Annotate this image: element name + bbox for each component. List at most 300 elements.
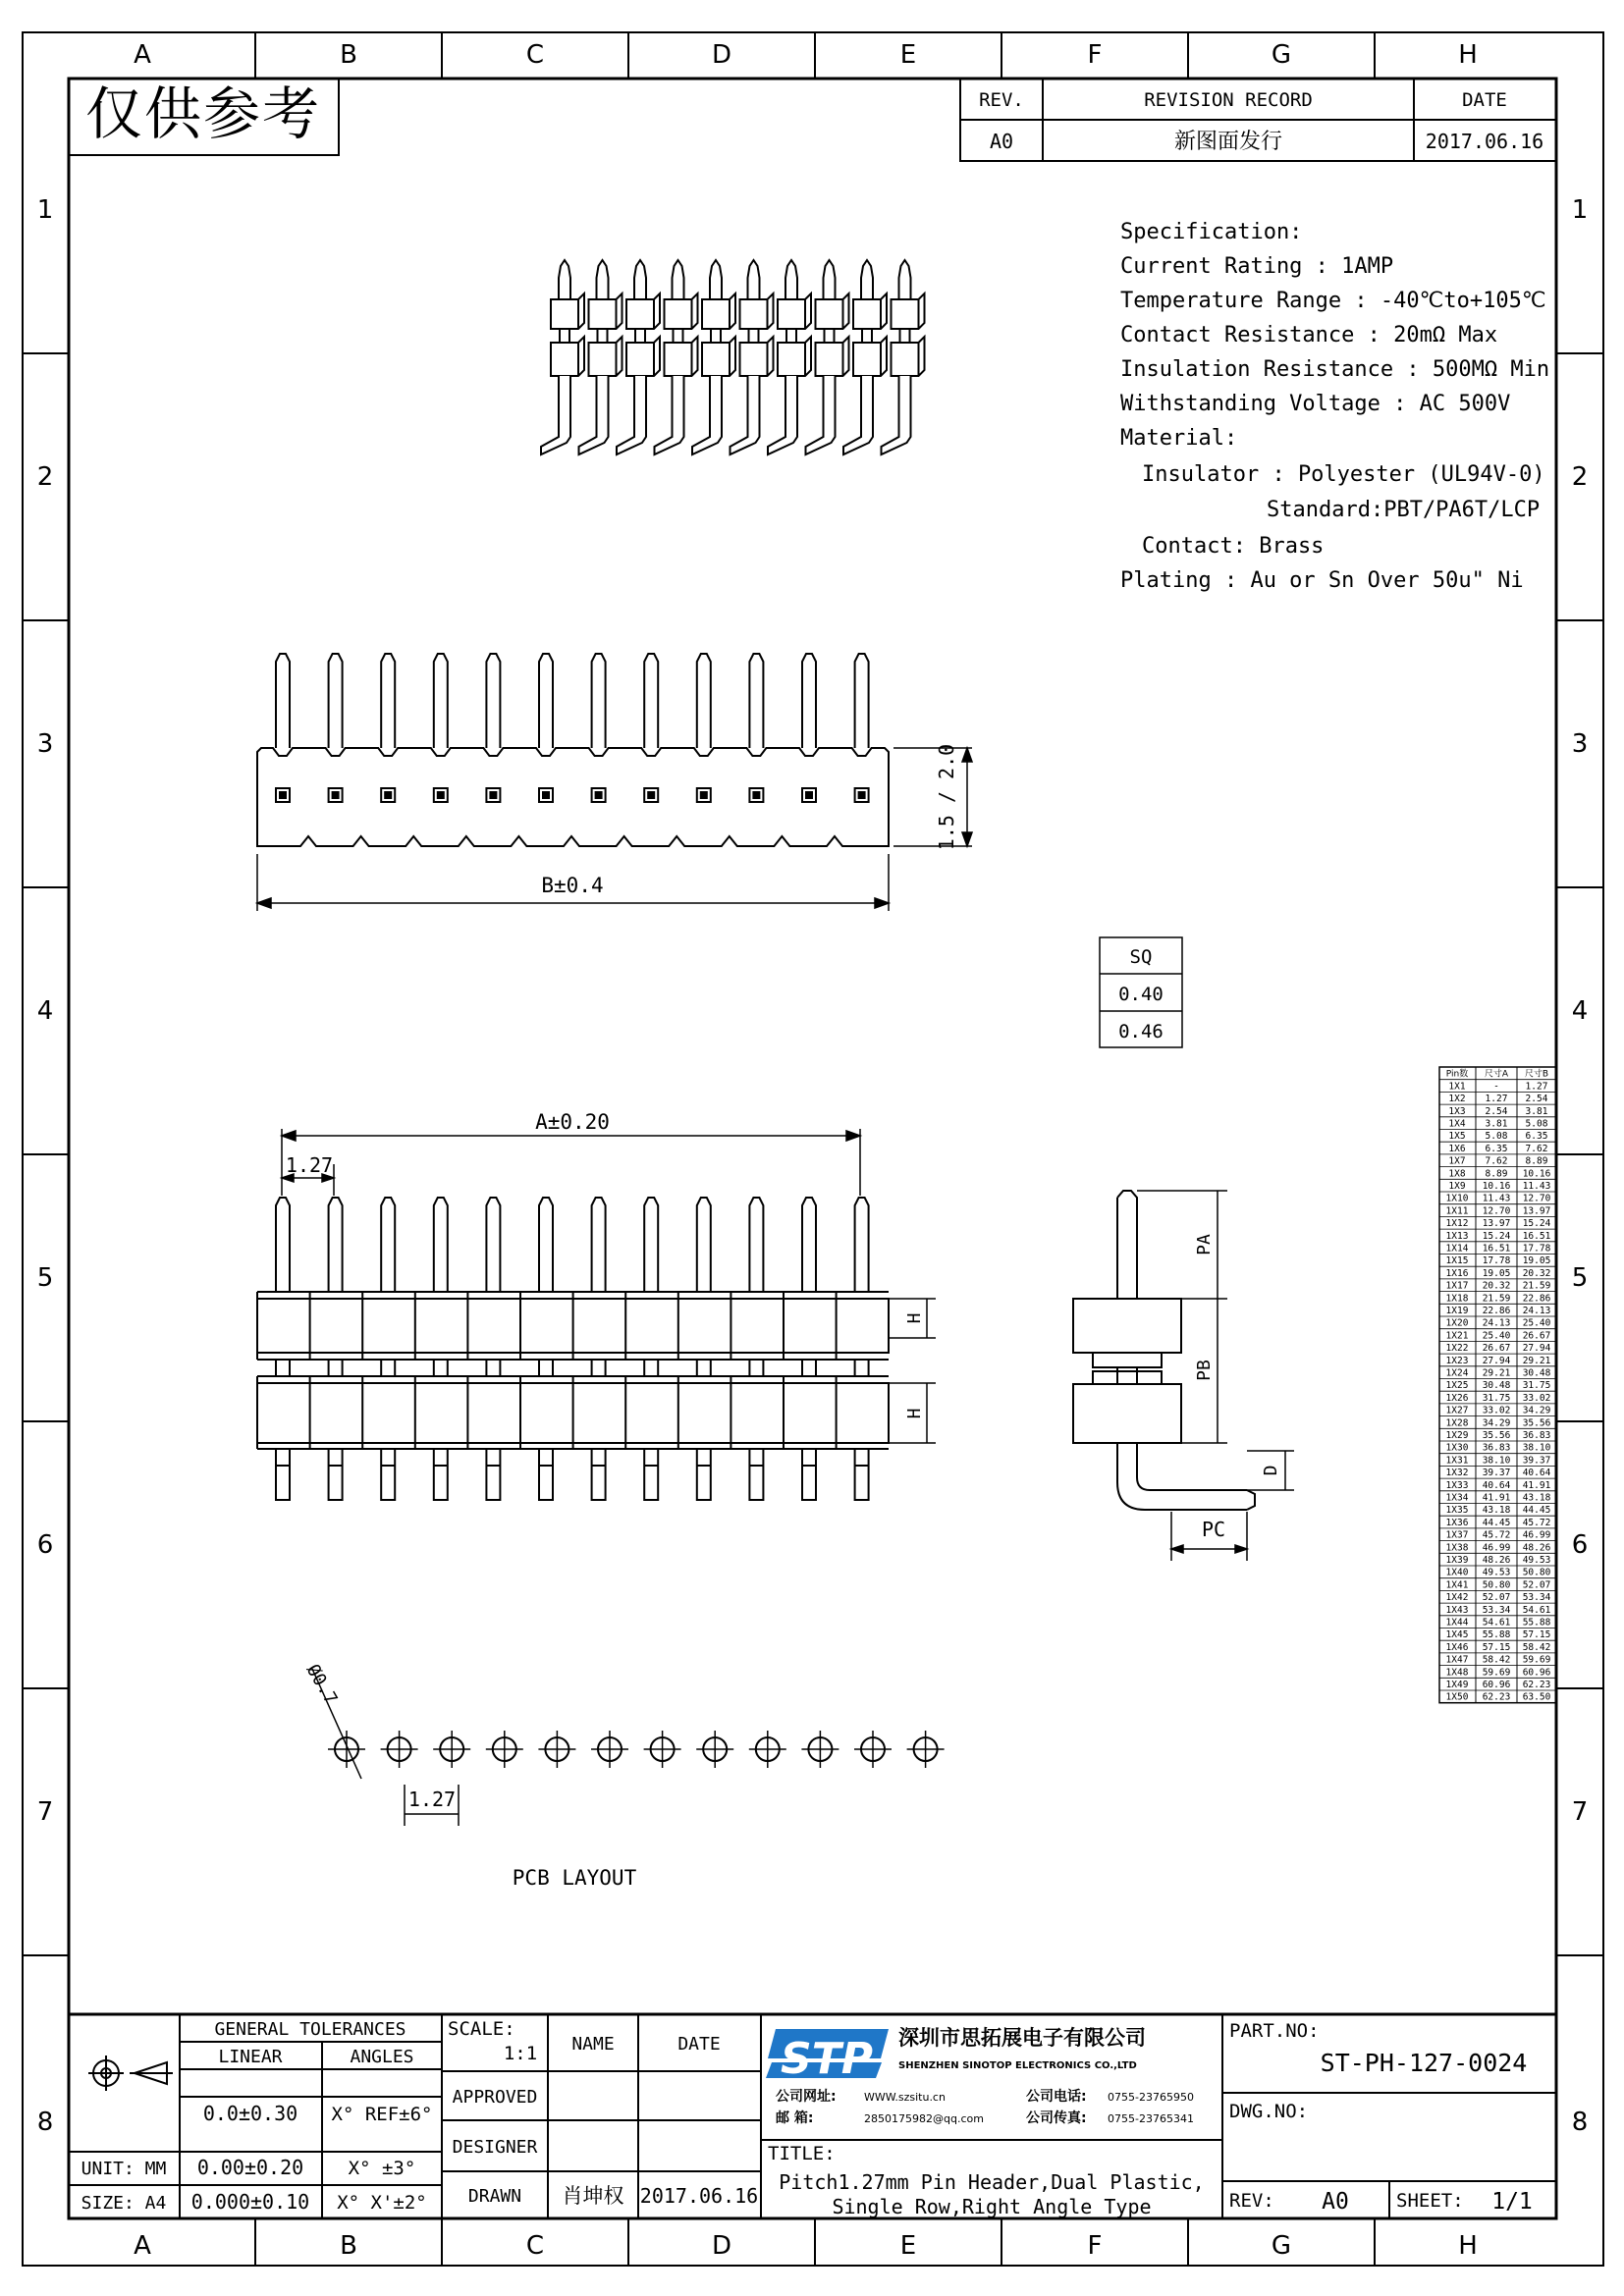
isometric-view [541, 260, 925, 454]
scale-label: SCALE: [448, 2018, 515, 2040]
pin-table-cell: 1X44 [1445, 1617, 1469, 1629]
pin-table-cell: 55.88 [1482, 1629, 1511, 1641]
iso-pin-tip [824, 260, 836, 299]
front-pin [855, 654, 869, 748]
spec-contact-resistance: Contact Resistance : 20mΩ Max [1120, 323, 1498, 347]
pin-table-cell: 1X43 [1445, 1604, 1469, 1616]
iso-pin-mid [560, 329, 569, 343]
pin-table-cell: 16.51 [1522, 1230, 1551, 1242]
fax-label: 公司传真: [1026, 2110, 1087, 2126]
pc-dimension: PC [1201, 1518, 1226, 1541]
sq-value-1: 0.40 [1118, 984, 1164, 1005]
pin-table-cell: 27.94 [1482, 1355, 1511, 1366]
spec-temperature: Temperature Range : -40℃to+105℃ [1120, 289, 1546, 313]
pin-table-cell: 3.81 [1525, 1105, 1548, 1117]
revision-record-header: REVISION RECORD [1144, 89, 1313, 111]
pin-table-cell: 46.99 [1522, 1529, 1551, 1541]
top-pin-tail [749, 1449, 763, 1500]
pin-table-cell: 20.32 [1482, 1280, 1511, 1292]
pin-table-header: 尺寸A [1484, 1069, 1509, 1080]
pin-table-cell: 44.45 [1522, 1505, 1551, 1517]
pin-table-cell: 7.62 [1525, 1143, 1548, 1154]
tel-value: 0755-23765950 [1108, 2091, 1194, 2104]
iso-pin-mid [900, 329, 910, 343]
top-pin [644, 1198, 658, 1292]
top-pin [539, 1198, 553, 1292]
pin-table-cell: 16.51 [1482, 1243, 1511, 1255]
pin-table-cell: 1X6 [1448, 1143, 1466, 1154]
pin-table-cell: 1X3 [1448, 1105, 1466, 1117]
frame-column-label: G [1271, 40, 1292, 70]
iso-bent-leg [768, 376, 797, 454]
general-tolerances-label: GENERAL TOLERANCES [214, 2019, 406, 2040]
pin-table-cell: 24.13 [1482, 1317, 1511, 1329]
pin-table-cell: 12.70 [1522, 1193, 1551, 1204]
pin-table-cell: 55.88 [1522, 1617, 1551, 1629]
top-pin-tail [329, 1449, 343, 1500]
sq-value-2: 0.46 [1118, 1021, 1164, 1042]
front-housing [257, 748, 889, 846]
iso-bent-leg [579, 376, 609, 454]
pin-table-cell: 57.15 [1482, 1641, 1511, 1653]
pin-table-cell: 25.40 [1522, 1317, 1551, 1329]
pin-table-cell: 21.59 [1482, 1293, 1511, 1305]
frame-column-label: H [1458, 40, 1478, 70]
top-pin [329, 1198, 343, 1292]
frame-row-label: 2 [36, 462, 54, 492]
frame-row-label: 3 [1571, 729, 1589, 759]
pin-table-cell: 5.08 [1525, 1118, 1548, 1130]
pin-table-cell: 2.54 [1525, 1094, 1548, 1105]
pin-table-cell: 1X31 [1445, 1455, 1469, 1467]
revision-date-value: 2017.06.16 [1425, 130, 1544, 153]
pin-table-cell: 30.48 [1522, 1367, 1551, 1379]
pin-table-cell: 1X13 [1445, 1230, 1469, 1242]
pin-table-cell: 8.89 [1485, 1168, 1508, 1180]
pin-table-cell: 43.18 [1522, 1492, 1551, 1504]
iso-pin-tip [559, 260, 570, 299]
iso-pin-mid [786, 329, 796, 343]
frame-column-label: H [1458, 2231, 1478, 2261]
front-pin [644, 654, 658, 748]
pin-table-cell: 35.56 [1482, 1430, 1511, 1441]
designer-label: DESIGNER [452, 2137, 538, 2158]
pin-table-cell: 27.94 [1522, 1343, 1551, 1355]
pin-table-cell: 8.89 [1525, 1155, 1548, 1167]
pin-table-cell: 1X33 [1445, 1479, 1469, 1491]
pin-table-cell: 1X4 [1448, 1118, 1466, 1130]
spec-plating: Plating : Au or Sn Over 50u" Ni [1120, 568, 1524, 593]
b-dimension: B±0.4 [541, 874, 604, 897]
pin-table-cell: 1X19 [1445, 1306, 1469, 1316]
pin-table-cell: 1X45 [1445, 1629, 1469, 1641]
frame-row-label: 8 [1571, 2108, 1589, 2137]
pcb-pitch-dimension: 1.27 [407, 1788, 457, 1811]
pin-table-header: Pin数 [1445, 1069, 1469, 1080]
rev-number: A0 [1322, 2189, 1349, 2215]
top-pin [749, 1198, 763, 1292]
angle-tolerance-2: X° ±3° [348, 2158, 416, 2179]
front-pin [276, 654, 290, 748]
iso-bent-leg [882, 376, 911, 454]
angle-tolerance-3: X° X'±2° [337, 2192, 427, 2214]
pin-table-cell: 29.21 [1522, 1355, 1551, 1366]
iso-pin-tip [634, 260, 646, 299]
pin-table-cell: 1.27 [1485, 1094, 1508, 1105]
top-pin-tail [276, 1449, 290, 1500]
rev-label: REV: [1229, 2190, 1274, 2212]
pin-table-cell: - [1493, 1081, 1499, 1093]
pin-table-cell: 1X25 [1445, 1380, 1469, 1392]
top-pin-tail [644, 1449, 658, 1500]
projection-symbol-icon [88, 2056, 173, 2091]
pin-table-cell: 39.37 [1482, 1468, 1511, 1479]
pin-table-cell: 1X40 [1445, 1567, 1469, 1578]
pin-table-cell: 1X36 [1445, 1517, 1469, 1528]
front-pin [749, 654, 763, 748]
mail-label: 邮 箱: [776, 2110, 814, 2126]
front-pin [539, 654, 553, 748]
pin-table-cell: 1X38 [1445, 1542, 1469, 1554]
drawn-label: DRAWN [467, 2186, 522, 2207]
pin-table-cell: 58.42 [1522, 1641, 1551, 1653]
pin-table-cell: 54.61 [1522, 1604, 1551, 1616]
pin-table-cell: 1X9 [1448, 1181, 1466, 1192]
iso-bent-leg [843, 376, 873, 454]
spec-material: Material: [1120, 426, 1238, 451]
linear-tolerance-3: 0.000±0.10 [190, 2190, 310, 2214]
frame-column-label: E [899, 2231, 917, 2261]
iso-bent-leg [655, 376, 684, 454]
pin-table-cell: 1X41 [1445, 1579, 1469, 1591]
pin-table-cell: 7.62 [1485, 1155, 1508, 1167]
top-pin [855, 1198, 869, 1292]
pin-table-cell: 20.32 [1522, 1267, 1551, 1279]
pin-table-cell: 34.29 [1522, 1405, 1551, 1416]
stamp-text: 仅供参考 [84, 80, 322, 147]
top-pin [486, 1198, 500, 1292]
iso-pin-tip [748, 260, 760, 299]
top-pin-tail [434, 1449, 448, 1500]
frame-row-label: 5 [36, 1263, 54, 1293]
pin-table-cell: 44.45 [1482, 1517, 1511, 1528]
name-header: NAME [571, 2034, 615, 2055]
pin-table-cell: 1X20 [1445, 1317, 1469, 1329]
drawn-date: 2017.06.16 [639, 2184, 759, 2208]
iso-bent-leg [731, 376, 760, 454]
front-pin [592, 654, 606, 748]
pin-table-cell: 22.86 [1482, 1306, 1511, 1316]
top-pin [276, 1198, 290, 1292]
mail-value: 2850175982@qq.com [864, 2112, 984, 2125]
unit-label: UNIT: MM [81, 2159, 167, 2179]
pin-table-cell: 1X18 [1445, 1293, 1469, 1305]
pb-dimension: PB [1194, 1360, 1215, 1381]
pin-table-cell: 13.97 [1522, 1205, 1551, 1217]
top-pin-tail [697, 1449, 711, 1500]
date-header: DATE [1462, 89, 1507, 111]
pin-table-cell: 15.24 [1522, 1218, 1551, 1230]
pin-table-cell: 59.69 [1482, 1667, 1511, 1679]
frame-row-label: 5 [1571, 1263, 1589, 1293]
front-pin [434, 654, 448, 748]
top-pin-tail [539, 1449, 553, 1500]
pin-table-cell: 1X17 [1445, 1280, 1469, 1292]
scale-value: 1:1 [503, 2043, 538, 2064]
pin-table-cell: 53.34 [1522, 1592, 1551, 1604]
row-dividers [23, 353, 1603, 1955]
frame-column-label: B [340, 40, 357, 70]
pin-table-cell: 1X1 [1448, 1081, 1466, 1093]
top-pin-tail [381, 1449, 395, 1500]
pin-table-cell: 1X50 [1445, 1691, 1469, 1703]
top-pin [697, 1198, 711, 1292]
pin-table-cell: 57.15 [1522, 1629, 1551, 1641]
pin-table-cell: 38.10 [1522, 1442, 1551, 1454]
iso-pin-tip [710, 260, 722, 299]
pin-table-cell: 1X16 [1445, 1267, 1469, 1279]
pin-table-cell: 21.59 [1522, 1280, 1551, 1292]
iso-pin-mid [674, 329, 683, 343]
pin-table-cell: 15.24 [1482, 1230, 1511, 1242]
iso-pin-tip [861, 260, 873, 299]
pin-table-cell: 6.35 [1485, 1143, 1508, 1154]
pin-table-cell: 19.05 [1522, 1255, 1551, 1267]
iso-pin-mid [598, 329, 608, 343]
top-pin [802, 1198, 816, 1292]
pin-table-cell: 1X35 [1445, 1505, 1469, 1517]
spec-insulation: Insulation Resistance : 500MΩ Min [1120, 357, 1550, 382]
frame-row-label: 8 [36, 2108, 54, 2137]
spec-voltage: Withstanding Voltage : AC 500V [1120, 392, 1511, 416]
frame-column-label: D [711, 40, 732, 70]
pin-table-cell: 1X5 [1448, 1131, 1466, 1143]
specification-block [1120, 220, 1549, 593]
hole-dimension: Ø0.7 [301, 1661, 342, 1709]
pin-table-header: 尺寸B [1524, 1069, 1549, 1080]
frame-row-label: 6 [1571, 1530, 1589, 1560]
part-no-value: ST-PH-127-0024 [1320, 2049, 1528, 2077]
iso-pin-tip [597, 260, 609, 299]
pin-table-cell: 48.26 [1482, 1555, 1511, 1566]
size-label: SIZE: A4 [81, 2193, 167, 2214]
pin-table-cell: 1X46 [1445, 1641, 1469, 1653]
title-line-1: Pitch1.27mm Pin Header,Dual Plastic, [779, 2170, 1205, 2194]
pin-table-cell: 1.27 [1525, 1081, 1548, 1093]
pin-table-cell: 41.91 [1482, 1492, 1511, 1504]
pin-table-cell: 59.69 [1522, 1654, 1551, 1666]
pin-table-cell: 41.91 [1522, 1479, 1551, 1491]
pin-table-cell: 1X21 [1445, 1330, 1469, 1342]
top-pin-tail [802, 1449, 816, 1500]
pin-table-cell: 1X39 [1445, 1555, 1469, 1566]
pin-table-cell: 33.02 [1522, 1392, 1551, 1404]
pin-table-cell: 31.75 [1482, 1392, 1511, 1404]
pin-table-cell: 11.43 [1522, 1181, 1551, 1192]
pin-table-cell: 1X28 [1445, 1417, 1469, 1429]
pin-table-cell: 1X14 [1445, 1243, 1469, 1255]
iso-pin-mid [635, 329, 645, 343]
tel-label: 公司电话: [1026, 2089, 1087, 2105]
frame-column-label: A [134, 2231, 151, 2261]
pin-table-cell: 63.50 [1522, 1691, 1551, 1703]
pin-table-cell: 1X47 [1445, 1654, 1469, 1666]
pin-table-cell: 1X34 [1445, 1492, 1469, 1504]
iso-bent-leg [806, 376, 836, 454]
drawn-by-name: 肖坤权 [562, 2184, 624, 2208]
pin-table-cell: 49.53 [1482, 1567, 1511, 1578]
frame-column-label: E [899, 40, 917, 70]
pin-table-cell: 1X32 [1445, 1468, 1469, 1479]
height-dimension: 1.5 / 2.0 [935, 743, 958, 851]
pin-table-cell: 2.54 [1485, 1105, 1508, 1117]
pin-table-cell: 1X27 [1445, 1405, 1469, 1416]
frame-column-label: B [340, 2231, 357, 2261]
pin-table-cell: 1X24 [1445, 1367, 1469, 1379]
pin-table-cell: 34.29 [1482, 1417, 1511, 1429]
h-dimension-upper: H [904, 1312, 925, 1324]
frame-row-label: 1 [36, 195, 54, 225]
linear-tolerance-2: 0.00±0.20 [196, 2156, 304, 2179]
iso-pin-mid [749, 329, 759, 343]
pin-table-cell: 1X29 [1445, 1430, 1469, 1441]
pin-table-cell: 1X2 [1448, 1094, 1466, 1105]
spec-contact: Contact: Brass [1142, 534, 1325, 559]
pa-dimension: PA [1194, 1234, 1215, 1255]
pin-table-cell: 62.23 [1482, 1691, 1511, 1703]
pin-table-cell: 45.72 [1522, 1517, 1551, 1528]
pin-table-cell: 38.10 [1482, 1455, 1511, 1467]
pin-table-cell: 33.02 [1482, 1405, 1511, 1416]
frame-column-label: D [711, 2231, 732, 2261]
pin-table-cell: 10.16 [1482, 1181, 1511, 1192]
linear-tolerance-1: 0.0±0.30 [202, 2102, 298, 2125]
pin-table-cell: 1X7 [1448, 1155, 1466, 1167]
approved-label: APPROVED [452, 2087, 538, 2108]
pin-table-cell: 1X48 [1445, 1667, 1469, 1679]
pin-table-cell: 31.75 [1522, 1380, 1551, 1392]
frame-row-label: 7 [36, 1797, 54, 1827]
pin-table-cell: 1X15 [1445, 1255, 1469, 1267]
spec-current: Current Rating : 1AMP [1120, 254, 1394, 279]
pin-table-cell: 50.80 [1482, 1579, 1511, 1591]
top-view-dims [282, 1129, 936, 1443]
iso-pin-mid [711, 329, 721, 343]
pin-table-cell: 1X37 [1445, 1529, 1469, 1541]
iso-pin-tip [785, 260, 797, 299]
frame-column-label: C [525, 40, 545, 70]
pin-table-cell: 35.56 [1522, 1417, 1551, 1429]
pin-table-cell: 36.83 [1482, 1442, 1511, 1454]
pin-table-cell: 11.43 [1482, 1193, 1511, 1204]
frame-row-label: 1 [1571, 195, 1589, 225]
pin-table-cell: 1X10 [1445, 1193, 1469, 1204]
pin-table-cell: 19.05 [1482, 1267, 1511, 1279]
top-pin-tail [592, 1449, 606, 1500]
pin-table-cell: 6.35 [1525, 1131, 1548, 1143]
pin-table-cell: 40.64 [1522, 1468, 1551, 1479]
d-dimension: D [1261, 1465, 1281, 1476]
pin-table-cell: 54.61 [1482, 1617, 1511, 1629]
fax-value: 0755-23765341 [1108, 2112, 1194, 2125]
front-pin [486, 654, 500, 748]
iso-pin-tip [899, 260, 911, 299]
frame-row-label: 4 [1571, 996, 1589, 1026]
front-view-dims [257, 748, 972, 911]
pin-table-cell: 1X49 [1445, 1680, 1469, 1690]
pin-table-cell: 60.96 [1522, 1667, 1551, 1679]
spec-title: Specification: [1120, 220, 1303, 244]
top-pin [592, 1198, 606, 1292]
pin-table-cell: 17.78 [1522, 1243, 1551, 1255]
pin-size-table [1439, 1067, 1556, 1703]
top-pin [381, 1198, 395, 1292]
pin-table-cell: 13.97 [1482, 1218, 1511, 1230]
pin-table-cell: 1X11 [1445, 1205, 1469, 1217]
pin-table-cell: 3.81 [1485, 1118, 1508, 1130]
pin-table-cell: 1X26 [1445, 1392, 1469, 1404]
top-pin-tail [855, 1449, 869, 1500]
pcb-layout-view [328, 1731, 945, 1768]
pin-table-cell: 58.42 [1482, 1654, 1511, 1666]
frame-row-label: 7 [1571, 1797, 1589, 1827]
pin-table-cell: 17.78 [1482, 1255, 1511, 1267]
pin-table-cell: 25.40 [1482, 1330, 1511, 1342]
pin-table-cell: 45.72 [1482, 1529, 1511, 1541]
linear-label: LINEAR [218, 2047, 283, 2067]
pin-table-cell: 22.86 [1522, 1293, 1551, 1305]
iso-pin-tip [673, 260, 684, 299]
pin-table-cell: 43.18 [1482, 1505, 1511, 1517]
revision-record-value: 新图面发行 [1173, 130, 1283, 154]
h-dimension-lower: H [904, 1408, 925, 1419]
pin-table-cell: 26.67 [1482, 1343, 1511, 1355]
sq-header: SQ [1129, 946, 1153, 968]
rev-value: A0 [989, 130, 1014, 153]
pin-table-cell: 39.37 [1522, 1455, 1551, 1467]
pin-table-cell: 24.13 [1522, 1306, 1551, 1316]
company-name-cn: 深圳市思拓展电子有限公司 [898, 2026, 1146, 2050]
web-value: WWW.szsitu.cn [864, 2091, 946, 2104]
pin-table-cell: 52.07 [1522, 1579, 1551, 1591]
pin-table-cell: 26.67 [1522, 1330, 1551, 1342]
pin-table-cell: 1X12 [1445, 1218, 1469, 1230]
a-dimension: A±0.20 [535, 1110, 610, 1134]
frame-column-label: C [525, 2231, 545, 2261]
pitch-dimension: 1.27 [285, 1153, 334, 1177]
part-no-label: PART.NO: [1229, 2020, 1320, 2042]
pin-table-cell: 1X23 [1445, 1355, 1469, 1366]
sheet-label: SHEET: [1396, 2190, 1464, 2212]
top-pin-tail [486, 1449, 500, 1500]
pin-table-cell: 40.64 [1482, 1479, 1511, 1491]
pin-table-cell: 60.96 [1482, 1680, 1511, 1690]
pin-table-cell: 46.99 [1482, 1542, 1511, 1554]
frame-row-label: 2 [1571, 462, 1589, 492]
date-column-header: DATE [677, 2034, 721, 2055]
front-pin [381, 654, 395, 748]
pin-table-cell: 1X42 [1445, 1592, 1469, 1604]
pin-table-cell: 36.83 [1522, 1430, 1551, 1441]
frame-row-label: 3 [36, 729, 54, 759]
side-view [1073, 1191, 1255, 1510]
pin-table-cell: 62.23 [1522, 1680, 1551, 1690]
web-label: 公司网址: [776, 2089, 837, 2105]
company-name-en: SHENZHEN SINOTOP ELECTRONICS CO.,LTD [898, 2060, 1137, 2071]
sheet-value: 1/1 [1491, 2189, 1533, 2215]
pcb-layout-label: PCB LAYOUT [512, 1866, 637, 1890]
pin-table-cell: 48.26 [1522, 1542, 1551, 1554]
